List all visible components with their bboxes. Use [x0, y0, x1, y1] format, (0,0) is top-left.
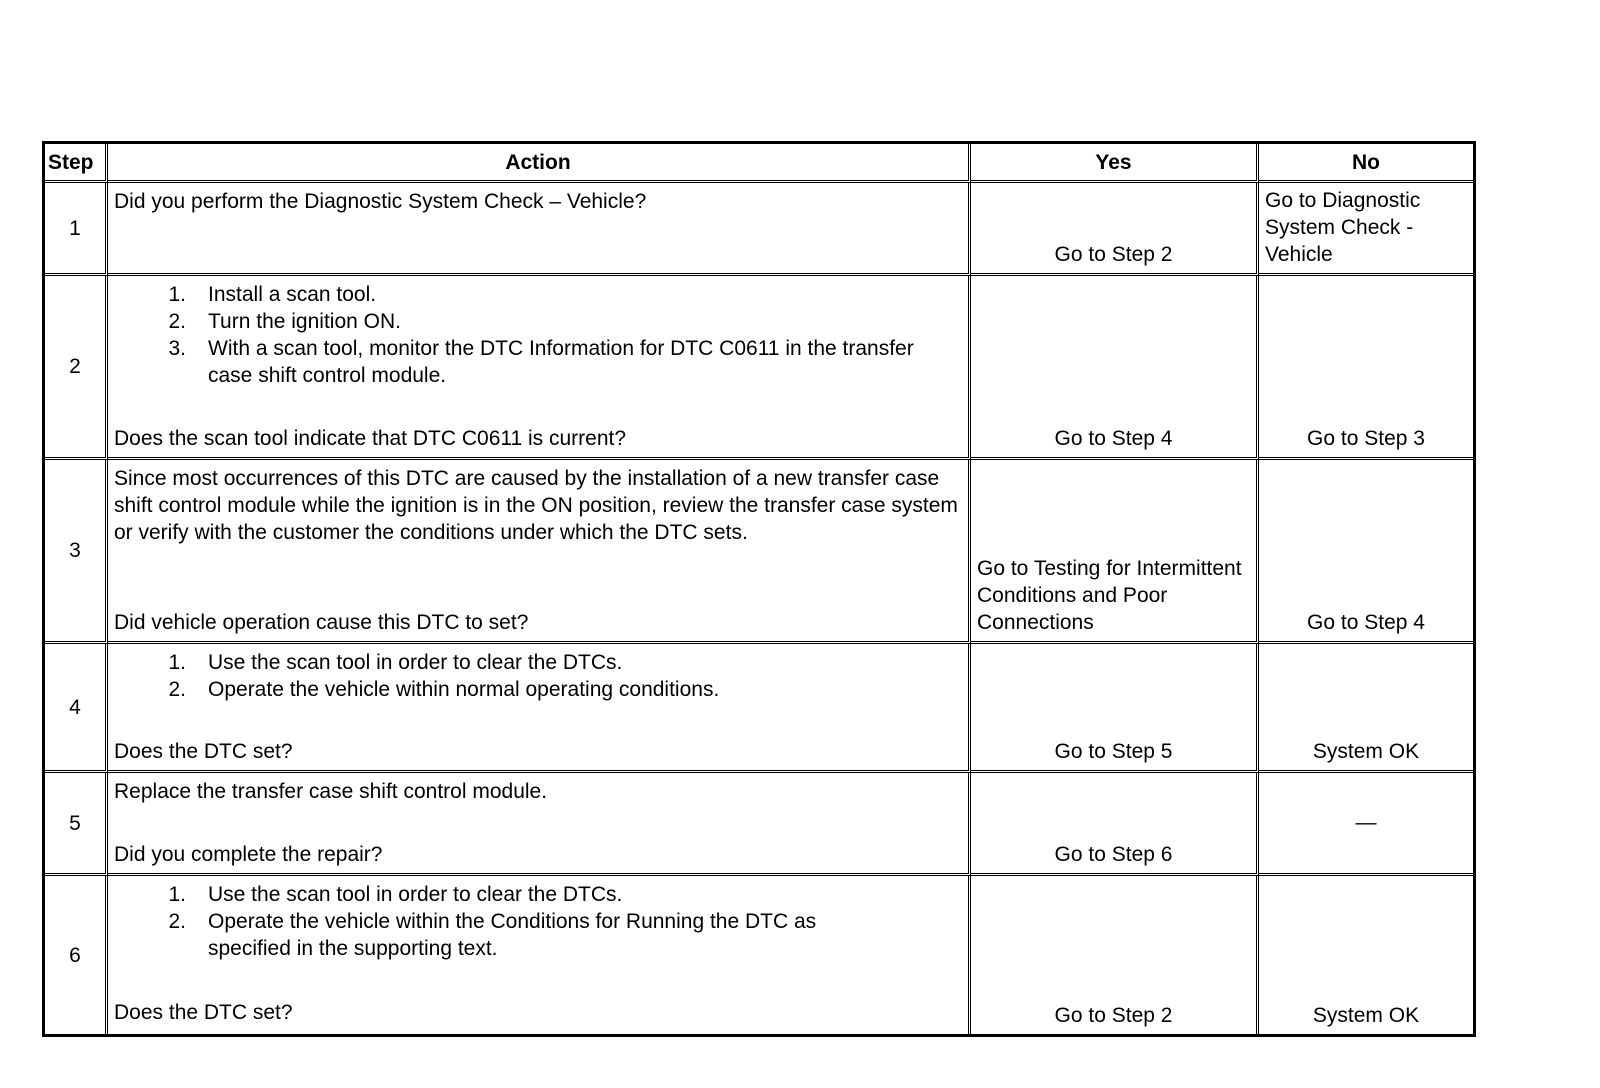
action-question: Does the DTC set? — [114, 740, 293, 763]
list-item: 1. Install a scan tool. — [168, 283, 377, 306]
table-row — [45, 276, 1473, 460]
no-cell: — — [1259, 773, 1473, 876]
table-row — [45, 460, 1473, 644]
step-number: 2 — [45, 276, 108, 460]
list-item: 3. With a scan tool, monitor the DTC Information for DTC C0611 in the transfer case shift control module. — [168, 337, 914, 387]
header-action: Action — [108, 144, 971, 183]
table-row — [45, 876, 1473, 1034]
no-cell: System OK — [1312, 1004, 1420, 1027]
list-item: 2. Operate the vehicle within the Conditions for Running the DTC as specified in the supporting text. — [168, 910, 817, 960]
action-cell — [108, 773, 971, 876]
step-number: 1 — [45, 183, 108, 276]
action-cell — [108, 460, 971, 644]
action-cell — [108, 644, 971, 773]
list-item: 1. Use the scan tool in order to clear the DTCs. — [168, 651, 623, 674]
header-no: No — [1259, 144, 1473, 183]
action-cell — [108, 183, 971, 276]
diagnostic-table — [42, 141, 1476, 1037]
action-text: Since most occurrences of this DTC are caused by the installation of a new transfer case shift control module while the ignition is in the ON position, review the transfer case system or verify with the customer the conditions under which the DTC sets. — [114, 467, 958, 544]
no-cell: System OK — [1259, 644, 1473, 773]
action-steps-list — [114, 649, 962, 703]
action-cell — [108, 276, 971, 460]
yes-cell: Go to Step 2 — [971, 876, 1259, 1034]
table-row — [45, 644, 1473, 773]
list-item: 2. Operate the vehicle within normal operating conditions. — [168, 678, 720, 701]
yes-cell: Go to Step 6 — [971, 773, 1259, 876]
step-number: 6 — [45, 876, 108, 1034]
list-item: 2. Turn the ignition ON. — [168, 310, 401, 333]
action-question: Did you perform the Diagnostic System Check – Vehicle? — [114, 190, 647, 213]
header-row — [45, 144, 1473, 183]
action-text: Replace the transfer case shift control module. — [114, 780, 548, 803]
action-question: Does the scan tool indicate that DTC C0611 is current? — [114, 427, 627, 450]
yes-cell: Go to Step 4 — [971, 276, 1259, 460]
action-question: Does the DTC set? — [114, 1001, 293, 1024]
no-cell: Go to Diagnostic System Check - Vehicle — [1259, 183, 1473, 276]
table-row — [45, 773, 1473, 876]
yes-cell: Go to Step 2 — [971, 183, 1259, 276]
header-yes: Yes — [971, 144, 1259, 183]
action-steps-list — [114, 881, 962, 962]
action-question: Did you complete the repair? — [114, 843, 383, 866]
action-steps-list — [114, 281, 962, 389]
yes-cell: Go to Step 5 — [971, 644, 1259, 773]
step-number: 5 — [45, 773, 108, 876]
table-row — [45, 183, 1473, 276]
no-cell: Go to Step 3 — [1259, 276, 1473, 460]
step-number: 3 — [45, 460, 108, 644]
action-question: Did vehicle operation cause this DTC to set? — [114, 611, 529, 634]
step-number: 4 — [45, 644, 108, 773]
action-cell — [108, 876, 971, 1034]
yes-cell: Go to Testing for Intermittent Conditions and Poor Connections — [971, 460, 1259, 644]
header-step: Step — [45, 144, 108, 183]
no-cell: Go to Step 4 — [1259, 460, 1473, 644]
list-item: 1. Use the scan tool in order to clear the DTCs. — [168, 883, 623, 906]
